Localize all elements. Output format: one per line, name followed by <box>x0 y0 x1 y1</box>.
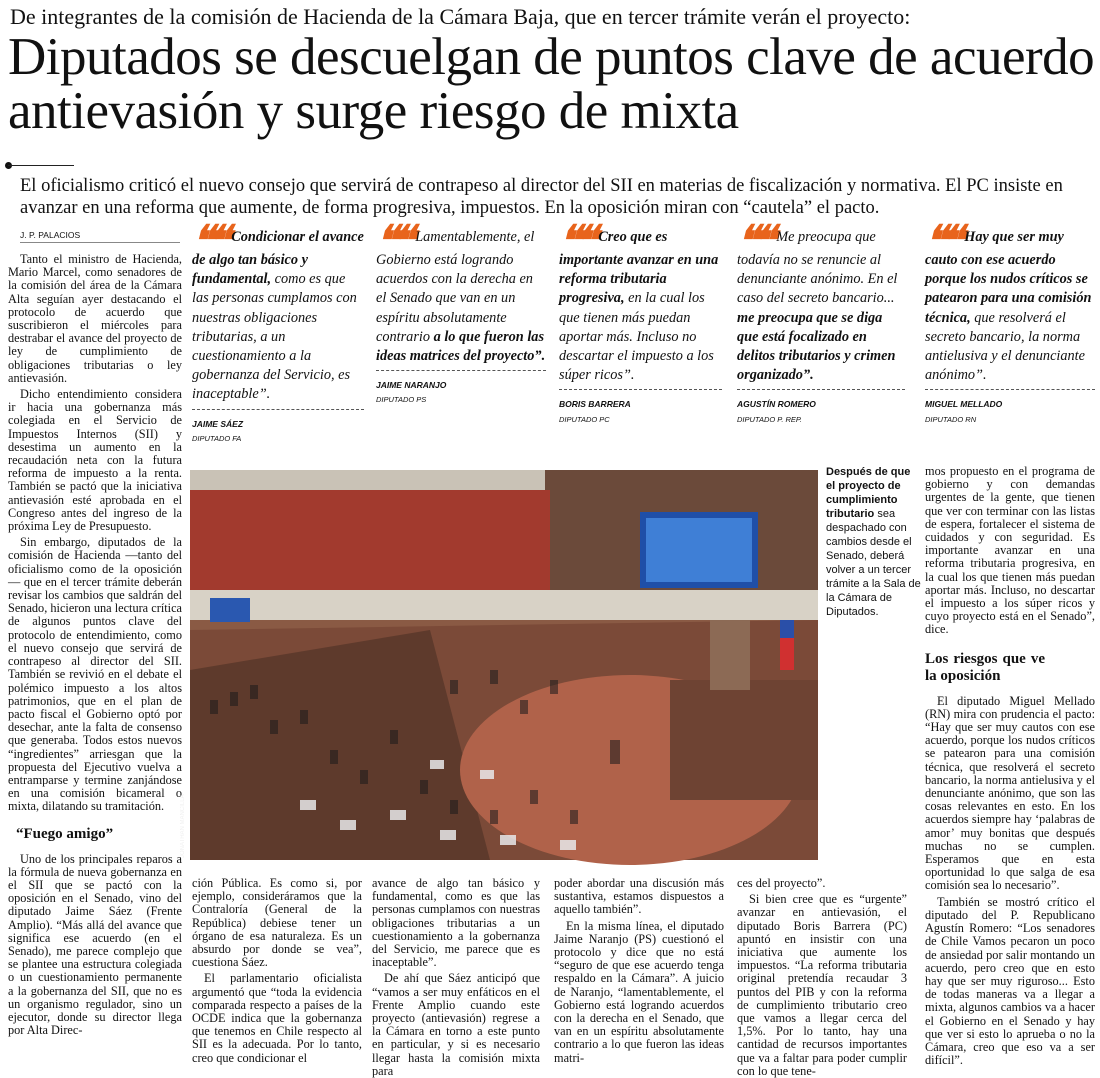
quote-author: BORIS BARRERA <box>559 399 631 410</box>
quote-mark-icon: ❝❝ <box>925 216 959 265</box>
quote-3: ❝❝ Creo que es importante avanzar en una reforma tributaria progresiva, en la cual los que tienen más puedan aportar más. Incluso no descartar el impuesto a los súper ricos”. BORIS BARRERA DIPUTADO PC <box>559 228 722 424</box>
paragraph: ción Pública. Es como si, por ejemplo, consideráramos que la Contraloría (General de la República) debiese tener un órgano de esa naturaleza. Es un absurdo por donde se vea”, cuestiona Sáez. <box>192 876 362 970</box>
quote-mark-icon: ❝❝ <box>192 216 226 265</box>
paragraph: El parlamentario oficialista argumentó que “toda la evidencia comparada respecto a países de la OCDE indica que la gobernanza que tenemos en Chile respecto al SII es la adecuada. Por lo tanto, creo que condicionar el <box>192 971 362 1065</box>
quote-role: DIPUTADO FA <box>192 433 242 443</box>
paragraph: El diputado Miguel Mellado (RN) mira con prudencia el pacto: “Hay que ser muy cautos con ese acuerdo, porque los nudos críticos se patearon para una comisión técnica, que resolverá el secreto bancario, la norma antielusiva y el denunciante anónimo, que son las cosas relevantes en esto. En los acuerdos siempre hay ‘palabras de amor’ muy bonitas que después muchas no se cumplen. Esperamos que en esta oportunidad lo que salga de esa comisión sea lo necesario”. <box>925 693 1095 893</box>
section-heading: “Fuego amigo” <box>16 825 114 842</box>
column-6 <box>925 464 1095 1068</box>
paragraph: avance de algo tan básico y fundamental, como es que las personas cumplamos con nuestras obligaciones tributarias a un cuestionamiento a la gobernanza del Servicio, me parece que es inaceptable”. <box>372 876 540 970</box>
quote-mark-icon: ❝❝ <box>737 216 771 265</box>
paragraph: Tanto el ministro de Hacienda, Mario Marcel, como senadores de la comisión del área de la Cámara Alta seguían ayer destacando el protocolo de acuerdo que suscribieron el miércoles para destrabar el avance del proyecto de ley de cumplimiento de obligaciones tributarias o ley antievasión. <box>8 252 182 385</box>
column-3 <box>372 876 540 1078</box>
quote-mark-icon: ❝❝ <box>376 216 410 265</box>
paragraph: ces del proyecto”. <box>737 876 826 890</box>
paragraph: De ahí que Sáez anticipó que “vamos a ser muy enfáticos en el Frente Amplio cuando este proyecto (antievasión) regrese a la Cámara en torno a este punto en particular, y si es necesario llegar hasta la comisión mixta para <box>372 971 540 1078</box>
quote-mark-icon: ❝❝ <box>559 216 593 265</box>
photo-caption: Después de que el proyecto de cumplimiento tributario sea despachado con cambios desde el Senado, deberá volver a un tercer trámite a la Sala de la Cámara de Diputados. <box>826 466 921 618</box>
paragraph: Si bien cree que es “urgente” avanzar en antievasión, el diputado Boris Barrera (PC) apuntó en insistir con una iniciativa que aumente los impuestos. “La reforma tributaria original pretendía recaudar 3 puntos del PIB y con la reforma de cumplimiento tributario creo que vamos a llegar cerca del 1,5%. Por lo tanto, hay una cantidad de recursos importantes que va a faltar para poder cumplir con lo que tene- <box>737 892 907 1078</box>
section-heading: Los riesgos que ve la oposición <box>925 650 1045 684</box>
column-2 <box>192 877 362 1065</box>
quote-5: ❝❝ Hay que ser muy cauto con ese acuerdo porque los nudos críticos se patearon para una comisión técnica, que resolverá el secreto bancario, la norma antielusiva y el denunciante anónimo”. MIGUEL MELLADO DIPUTADO RN <box>925 228 1095 424</box>
quote-divider <box>376 370 546 371</box>
paragraph: Sin embargo, diputados de la comisión de Hacienda —tanto del oficialismo como de la oposición— que en el tercer trámite deberán revisar los cambios que saldrán del Senado, hicieron una lectura crítica de algunos puntos clave del protocolo de entendimiento, como el nuevo consejo que servirá de contrapeso al director del SII. También se revivió en el debate el polémico impuesto a los altos patrimonios, que en el plan de pacto fiscal el Gobierno optó por desechar, ante la falta de consenso que generaba. Todos estos nuevos “ingredientes” arriesgan que la propuesta del Ejecutivo vuelva a entramparse y termine zanjándose en una comisión bicameral o mixta, dilatando su tramitación. <box>8 535 182 814</box>
quote-1: ❝❝ Condicionar el avance de algo tan básico y fundamental, como es que las personas cumplamos con nuestras obligaciones tributarias, a un cuestionamiento a la gobernanza del Servicio, es inaceptable”. JAIME SÁEZ DIPUTADO FA <box>192 216 364 443</box>
quote-author: AGUSTÍN ROMERO <box>737 399 816 410</box>
quote-author: MIGUEL MELLADO <box>925 399 1003 410</box>
paragraph: En la misma línea, el diputado Jaime Naranjo (PS) cuestionó el protocolo y dice que no está “seguro de que ese acuerdo tenga respaldo en la Cámara”. A juicio de Naranjo, “lamentablemente, el Gobierno está logrando acuerdos con la derecha en el Senado, que van en un espíritu absolutamente contrario a lo que fueron las ideas matri- <box>554 918 724 1065</box>
chamber-photo-illustration <box>190 470 818 860</box>
quote-divider <box>925 389 1095 390</box>
column-4 <box>554 877 724 1065</box>
quote-divider <box>192 409 364 410</box>
quote-2: ❝❝ Lamentablemente, el Gobierno está logrando acuerdos con la derecha en el Senado que van en un espíritu absolutamente contrario a lo que fueron las ideas matrices del proyecto”. JAIME NARANJO DIPUTADO PS <box>376 216 546 405</box>
quote-role: DIPUTADO P. REP. <box>737 414 803 424</box>
divider <box>8 165 74 166</box>
quote-divider <box>737 389 905 390</box>
subheadline: El oficialismo criticó el nuevo consejo que servirá de contrapeso al director del SII en materias de fiscalización y normativa. El PC insiste en avanzar en una reforma que aumente, de forma progresiva, impuestos. En la oposición miran con “cautela” el pacto. <box>20 176 1063 218</box>
photo-credit: JONATHAN MANCILLA <box>180 794 186 858</box>
quote-role: DIPUTADO PS <box>376 395 427 405</box>
kicker: De integrantes de la comisión de Hacienda de la Cámara Baja, que en tercer trámite verán el proyecto: <box>10 4 911 29</box>
paragraph: poder abordar una discusión más sustantiva, estamos dispuestos a aquello también”. <box>554 876 724 917</box>
quote-divider <box>559 389 722 390</box>
column-1 <box>8 253 182 1065</box>
column-5 <box>737 876 907 1078</box>
headline: Diputados se descuelgan de puntos clave de acuerdo antievasión y surge riesgo de mixta <box>8 28 1095 140</box>
byline: J. P. PALACIOS <box>20 230 180 243</box>
quote-author: JAIME NARANJO <box>376 380 447 391</box>
quote-role: DIPUTADO PC <box>559 414 610 424</box>
paragraph: Dicho entendimiento considera ir hacia una gobernanza más colegiada en el Servicio de Impuestos Internos (SII) y desestima un aumento en la recaudación neta con la futura reforma de impuesto a la renta. También se pactó que la iniciativa antievasión esté aprobada en el Congreso antes del ingreso de la próxima Ley de Presupuesto. <box>8 387 182 534</box>
chamber-photo <box>180 470 818 860</box>
quote-author: JAIME SÁEZ <box>192 418 244 429</box>
paragraph: También se mostró crítico el diputado del P. Republicano Agustín Romero: “Los senadores de Chile Vamos pecaron un poco de ansiedad por salir montando un acuerdo, pero creo que en esto hay que ser muy riguroso... Esto de todas maneras va a llegar a mixta, algunos cambios va a hacer el Gobierno en el Senado y hay que ver si esto lo aprueba o no la Cámara, creo que eso va a ser difícil”. <box>925 894 1095 1068</box>
paragraph: mos propuesto en el programa de gobierno y con demandas urgentes de la gente, que tienen que ver con terminar con las listas de espera, fortalecer el sistema de cuidados y con seguridad. Es importante avanzar en una reforma tributaria progresiva, en la cual los que tienen más puedan aportar más. Incluso, no descartar el impuesto a los súper ricos y cuyo proyecto está en el Senado”, dice. <box>925 464 1095 637</box>
quote-4: ❝❝ Me preocupa que todavía no se renuncie al denunciante anónimo. En el caso del secreto bancario... me preocupa que se diga que está focalizado en delitos tributarios y crimen organizado”. AGUSTÍN ROMERO DIPUTADO P. REP. <box>737 228 905 424</box>
paragraph: Uno de los principales reparos a la fórmula de nueva gobernanza en el SII que se pactó con la oposición en el Senado, vino del diputado Jaime Sáez (Frente Amplio). “Más allá del avance que significa ese acuerdo (en el Senado), me parece complejo que se plantee una estructura colegiada o un cuestionamiento permanente a la gobernanza del SII, que no es un organismo regulador, sino un ejecutor, donde su director llega por Alta Direc- <box>8 851 182 1038</box>
quote-role: DIPUTADO RN <box>925 414 977 424</box>
